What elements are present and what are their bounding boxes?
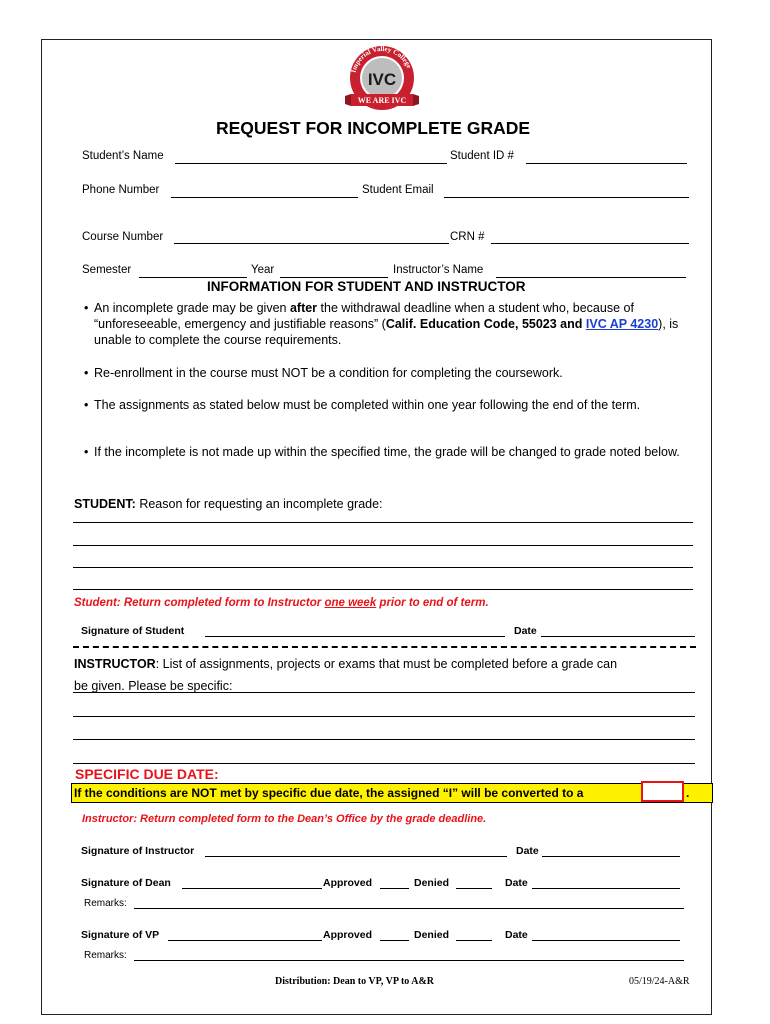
dean-approved-field[interactable]	[380, 888, 409, 889]
dean-date-field[interactable]	[532, 888, 680, 889]
logo-banner-text: WE ARE IVC	[357, 96, 407, 105]
vp-signature-field[interactable]	[168, 940, 322, 941]
student-name-label: Student’s Name	[82, 150, 164, 162]
converted-grade-field[interactable]	[641, 781, 684, 802]
ivc-ap-4230-link[interactable]: IVC AP 4230	[585, 317, 659, 331]
vp-remarks-field[interactable]	[134, 960, 684, 961]
student-email-field[interactable]	[444, 197, 689, 198]
dean-date-label: Date	[505, 877, 528, 889]
phone-number-field[interactable]	[171, 197, 358, 198]
student-signature-label: Signature of Student	[81, 625, 185, 637]
phone-number-label: Phone Number	[82, 184, 160, 196]
semester-label: Semester	[82, 264, 132, 276]
instructor-date-field[interactable]	[542, 856, 680, 857]
instructor-return-note: Instructor: Return completed form to the Dean’s Office by the grade deadline.	[82, 813, 487, 825]
instructor-prompt-line2: be given. Please be specific:	[74, 679, 233, 693]
form-code: 05/19/24-A&R	[629, 976, 690, 987]
vp-denied-field[interactable]	[456, 940, 492, 941]
vp-date-field[interactable]	[532, 940, 680, 941]
instructor-signature-label: Signature of Instructor	[81, 845, 195, 857]
logo-arc-text: Imperial Valley College	[349, 44, 413, 74]
bullet-marker: •	[84, 301, 89, 315]
dean-signature-field[interactable]	[182, 888, 322, 889]
info-bullet-4: • If the incomplete is not made up within the specified time, the grade will be changed to grade noted below.	[84, 445, 680, 459]
instructor-signature-field[interactable]	[205, 856, 507, 857]
info-bullet-2: • Re-enrollment in the course must NOT be a condition for completing the coursework.	[84, 366, 563, 380]
dean-remarks-field[interactable]	[134, 908, 684, 909]
dean-denied-label: Denied	[414, 877, 450, 889]
year-label: Year	[251, 264, 275, 276]
student-id-label: Student ID #	[450, 150, 514, 162]
dean-denied-field[interactable]	[456, 888, 492, 889]
assignments-line-1[interactable]	[73, 692, 695, 693]
student-id-field[interactable]	[526, 163, 687, 164]
dean-approved-label: Approved	[323, 877, 373, 889]
conditions-text: If the conditions are NOT met by specific due date, the assigned “I” will be converted to a	[74, 786, 584, 800]
section-divider	[73, 646, 696, 648]
reason-line-3[interactable]	[73, 567, 693, 568]
student-section-label: STUDENT	[74, 497, 132, 511]
info-heading: INFORMATION FOR STUDENT AND INSTRUCTOR	[207, 279, 526, 294]
bullet-marker: •	[84, 398, 89, 412]
vp-date-label: Date	[505, 929, 528, 941]
info-bullet-3: • The assignments as stated below must be completed within one year following the end of the term.	[84, 398, 641, 412]
ivc-logo	[337, 44, 427, 116]
crn-field[interactable]	[491, 243, 689, 244]
student-date-label: Date	[514, 625, 537, 637]
page-title: REQUEST FOR INCOMPLETE GRADE	[216, 118, 531, 138]
specific-due-date-heading: SPECIFIC DUE DATE:	[75, 766, 219, 782]
info-bullet-1: • An incomplete grade may be given after the withdrawal deadline when a student who, because of “unforeseeable, emergency and justifiable reasons” (Calif. Education Code, 55023 and IVC AP 4230), is unable to complete the course requirements.	[84, 301, 679, 347]
assignments-line-3[interactable]	[73, 739, 695, 740]
student-signature-field[interactable]	[205, 636, 505, 637]
student-return-note: Student: Return completed form to Instructor one week prior to end of term.	[74, 597, 489, 609]
crn-label: CRN #	[450, 231, 485, 243]
reason-line-2[interactable]	[73, 545, 693, 546]
student-name-field[interactable]	[175, 163, 447, 164]
distribution-note: Distribution: Dean to VP, VP to A&R	[275, 976, 434, 987]
year-field[interactable]	[280, 277, 388, 278]
bullet-marker: •	[84, 366, 89, 380]
instructor-section-label: INSTRUCTOR	[74, 657, 156, 671]
instructor-name-label: Instructor’s Name	[393, 264, 484, 276]
student-date-field[interactable]	[541, 636, 695, 637]
reason-line-1[interactable]	[73, 522, 693, 523]
logo-initials: IVC	[367, 70, 397, 89]
assignments-line-2[interactable]	[73, 716, 695, 717]
dean-remarks-label: Remarks:	[84, 898, 127, 909]
reason-line-4[interactable]	[73, 589, 693, 590]
student-reason-prompt: STUDENT: Reason for requesting an incomplete grade:	[74, 497, 383, 511]
conditions-period: .	[686, 786, 690, 800]
instructor-prompt-line1: INSTRUCTOR: List of assignments, projects or exams that must be completed before a grade can	[74, 657, 618, 671]
student-email-label: Student Email	[362, 184, 434, 196]
instructor-name-field[interactable]	[496, 277, 686, 278]
course-number-field[interactable]	[174, 243, 449, 244]
semester-field[interactable]	[139, 277, 247, 278]
dean-signature-label: Signature of Dean	[81, 877, 171, 889]
vp-signature-label: Signature of VP	[81, 929, 160, 941]
assignments-line-4[interactable]	[73, 763, 695, 764]
vp-approved-label: Approved	[323, 929, 373, 941]
vp-remarks-label: Remarks:	[84, 950, 127, 961]
instructor-date-label: Date	[516, 845, 539, 857]
vp-approved-field[interactable]	[380, 940, 409, 941]
course-number-label: Course Number	[82, 231, 164, 243]
bullet-marker: •	[84, 445, 89, 459]
vp-denied-label: Denied	[414, 929, 450, 941]
